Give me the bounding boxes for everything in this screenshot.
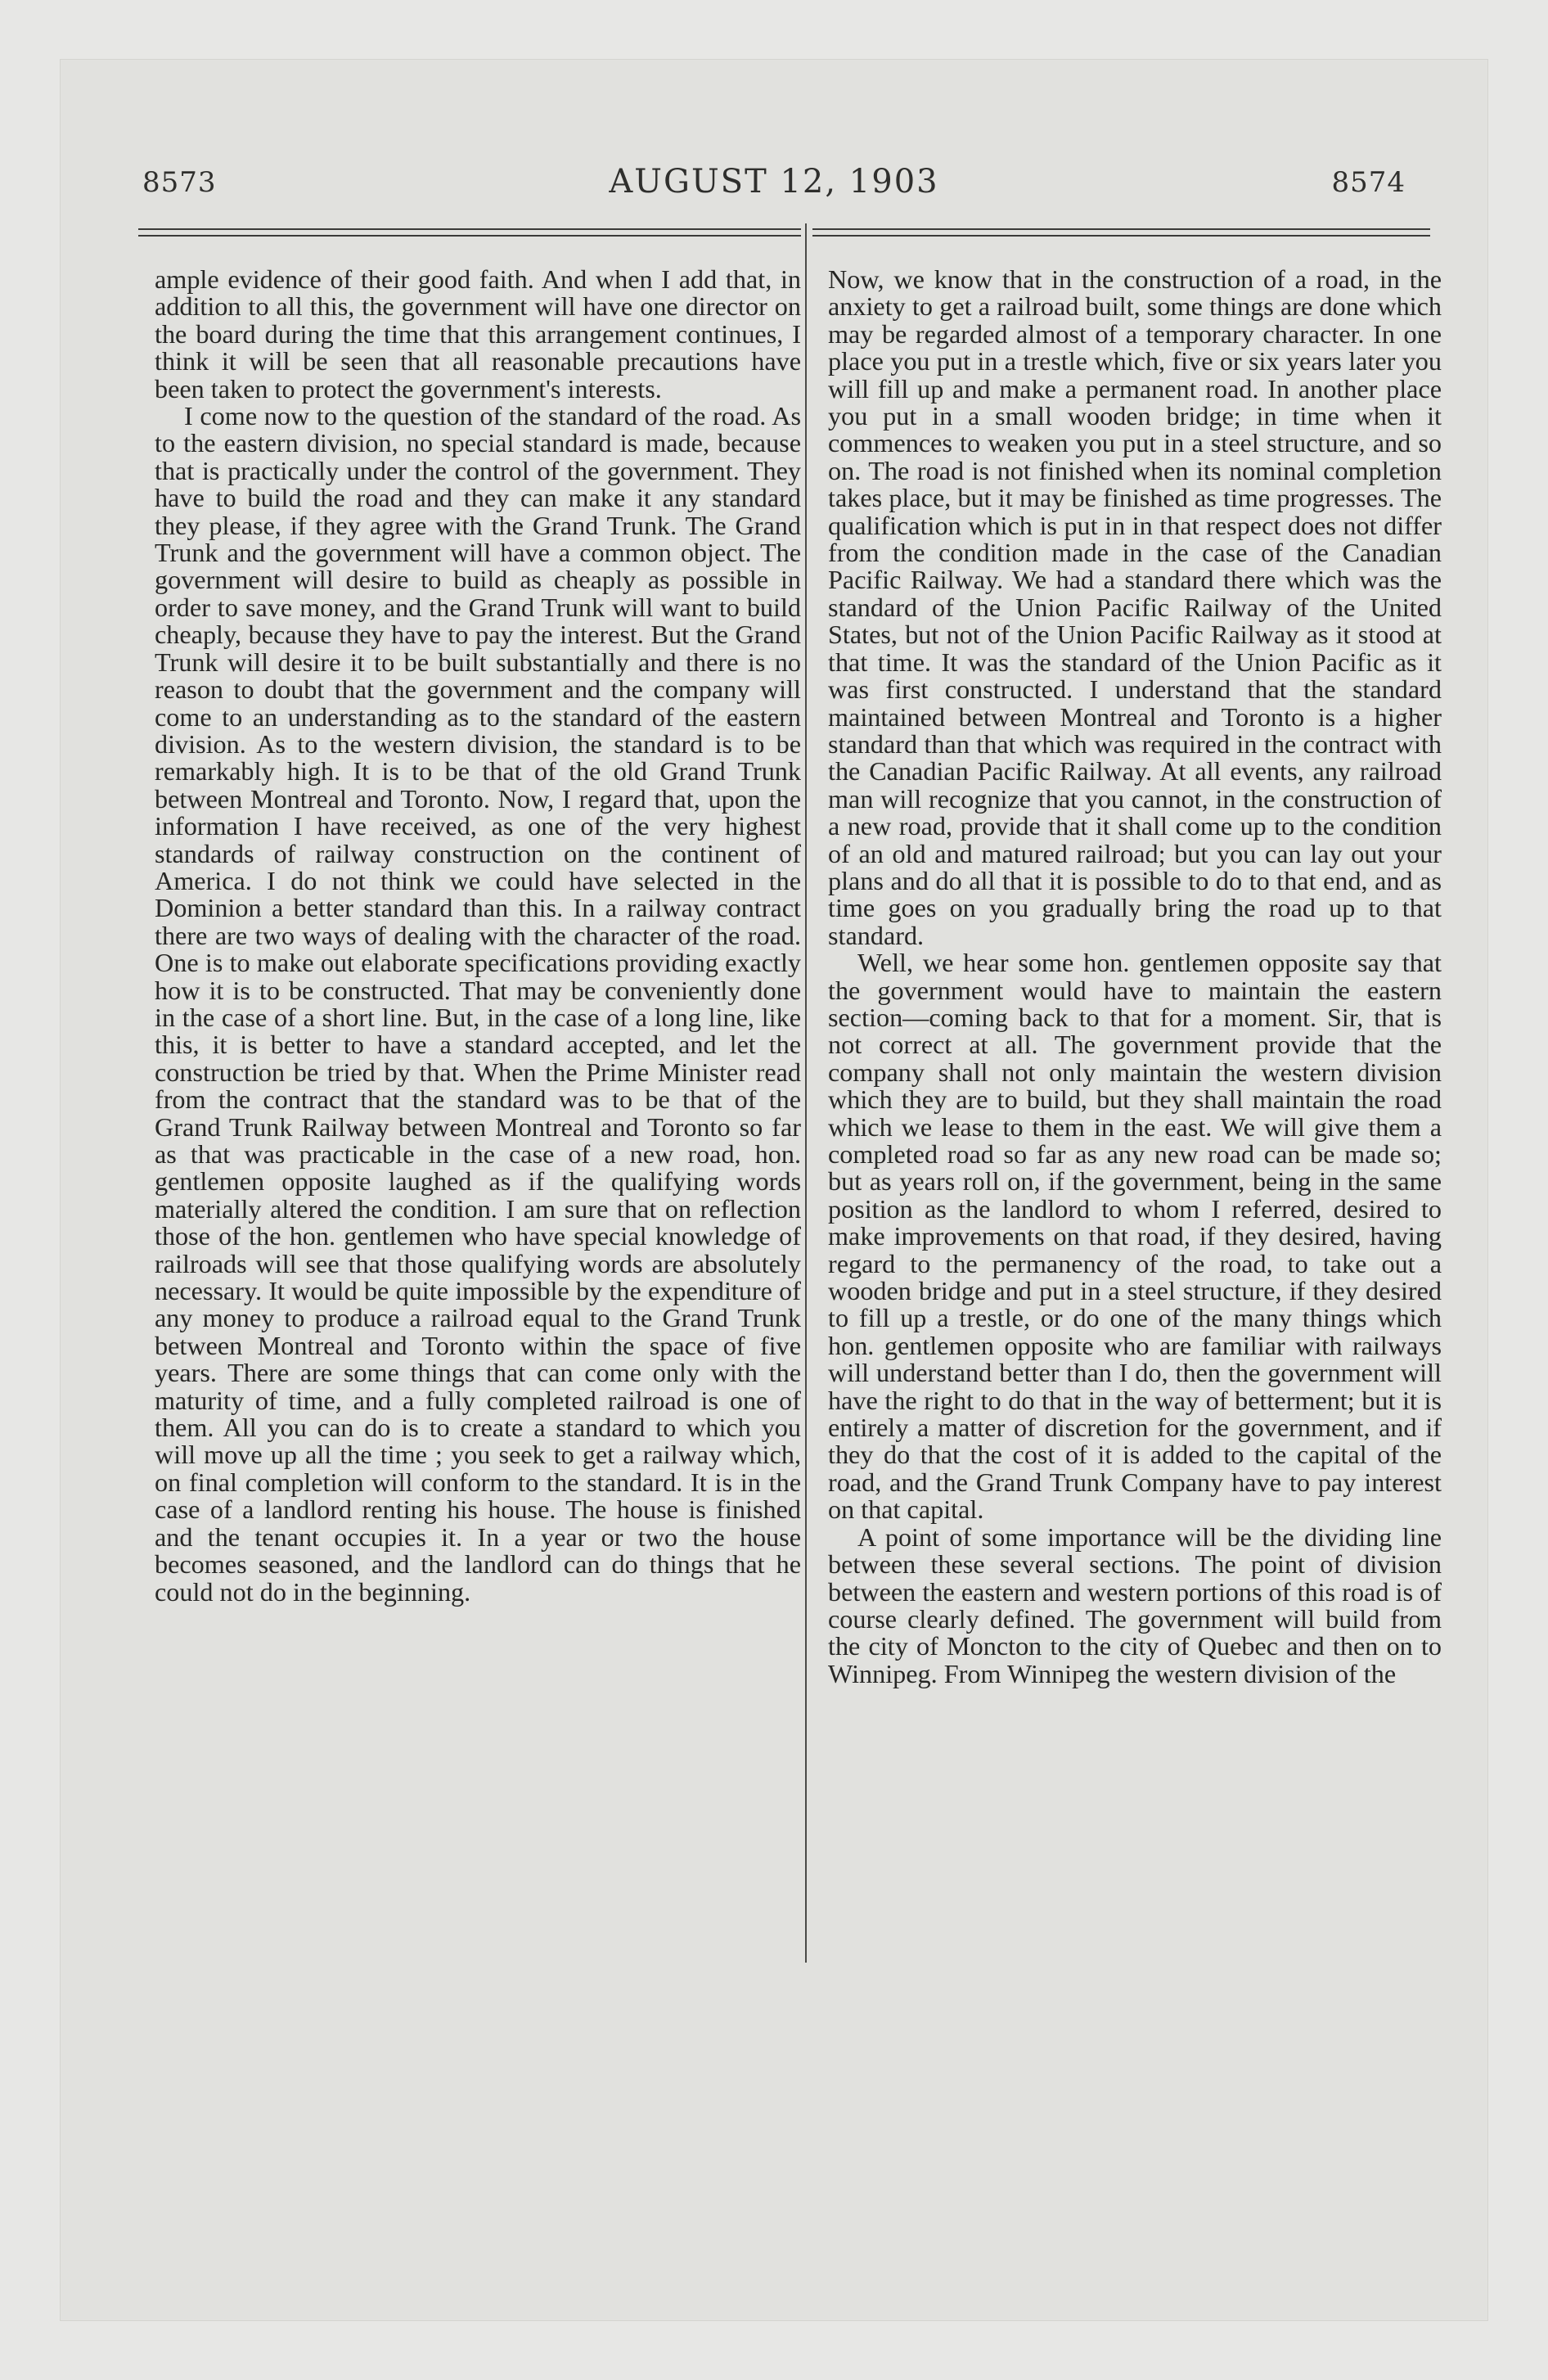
left-column: [155, 266, 801, 1606]
document-page: [61, 60, 1487, 2320]
paragraph: A point of some importance will be the dividing line between these several sections. The point of division between the eastern and western portions of this road is of course clearly defined. The government will build from the city of Moncton to the city of Quebec and then on to Winnipeg. From Winnipeg the western division of the: [828, 1521, 1442, 1688]
right-column: [828, 266, 1442, 1688]
column-divider: [805, 223, 807, 1963]
header-rule-right: [812, 228, 1430, 237]
paragraph: Now, we know that in the construction of a road, in the anxiety to get a railroad built, some things are done which may be regarded almost of a temporary character. In one place you put in a trestle which, five or six years later you will fill up and make a permanent road. In another place you put in a small wooden bridge; in time when it commences to weaken you put in a steel structure, and so on. The road is not finished when its nominal completion takes place, but it may be finished as time progresses. The qualification which is put in in that respect does not differ from the condition made in the case of the Canadian Pacific Railway. We had a standard there which was the standard of the Union Pacific Railway of the United States, but not of the Union Pacific Railway as it stood at that time. It was the standard of the Union Pacific as it was first constructed. I understand that the standard maintained between Montreal and Toronto is a higher standard than that which was required in the contract with the Canadian Pacific Railway. At all events, any railroad man will recognize that you cannot, in the construction of a new road, provide that it shall come up to the condition of an old and matured railroad; but you can lay out your plans and do all that it is possible to do to that end, and as time goes on you gradually bring the road up to that standard.: [828, 264, 1442, 950]
header-date: AUGUST 12, 1903: [609, 163, 939, 201]
page-number-right: 8574: [1331, 166, 1406, 199]
paragraph: I come now to the question of the standard of the road. As to the eastern division, no special standard is made, because that is practically under the control of the government. They have to build the road and they can make it any standard they please, if they agree with the Grand Trunk. The Grand Trunk and the government will have a common object. The government will desire to build as cheaply as possible in order to save money, and the Grand Trunk will want to build cheaply, because they have to pay the interest. But the Grand Trunk will desire it to be built substantially and there is no reason to doubt that the government and the company will come to an understanding as to the standard of the eastern division. As to the western division, the standard is to be remarkably high. It is to be that of the old Grand Trunk between Montreal and Toronto. Now, I regard that, upon the information I have received, as one of the very highest standards of railway construction on the continent of America. I do not think we could have selected in the Dominion a better standard than this. In a railway contract there are two ways of dealing with the character of the road. One is to make out elaborate specifications providing exactly how it is to be constructed. That may be conveniently done in the case of a short line. But, in the case of a long line, like this, it is better to have a standard accepted, and let the construction be tried by that. When the Prime Minister read from the contract that the standard was to be that of the Grand Trunk Railway between Montreal and Toronto so far as that was practicable in the case of a new road, hon. gentlemen opposite laughed as if the qualifying words materially altered the condition. I am sure that on reflection those of the hon. gentlemen who have special knowledge of railroads will see that those qualifying words are absolutely necessary. It would be quite impossible by the expenditure of any money to produce a railroad equal to the Grand Trunk between Montreal and Toronto within the space of five years. There are some things that can come only with the maturity of time, and a fully completed railroad is one of them. All you can do is to create a standard to which you will move up all the time ; you seek to get a railway which, on final completion will conform to the standard. It is in the case of a landlord renting his house. The house is finished and the tenant occupies it. In a year or two the house becomes seasoned, and the landlord can do things that he could not do in the beginning.: [155, 401, 801, 1607]
header-rule-left: [138, 228, 801, 237]
page-number-left: 8573: [142, 166, 217, 199]
paragraph: ample evidence of their good faith. And when I add that, in addition to all this, the government will have one director on the board during the time that this arrangement continues, I think it will be seen that all reasonable precautions have been taken to protect the government's interests.: [155, 264, 801, 403]
paragraph: Well, we hear some hon. gentlemen opposite say that the government would have to maintain the eastern section—coming back to that for a moment. Sir, that is not correct at all. The government provide that the company shall not only maintain the western division which they are to build, but they shall maintain the road which we lease to them in the east. We will give them a completed road so far as any new road can be made so; but as years roll on, if the government, being in the same position as the landlord to whom I referred, desired to make improvements on that road, if they desired, having regard to the permanency of the road, to take out a wooden bridge and put in a steel structure, if they desired to fill up a trestle, or do one of the many things which hon. gentlemen opposite who are familiar with railways will understand better than I do, then the government will have the right to do that in the way of betterment; but it is entirely a matter of discretion for the government, and if they do that the cost of it is added to the capital of the road, and the Grand Trunk Company have to pay interest on that capital.: [828, 948, 1442, 1525]
page-header: [61, 60, 1487, 223]
